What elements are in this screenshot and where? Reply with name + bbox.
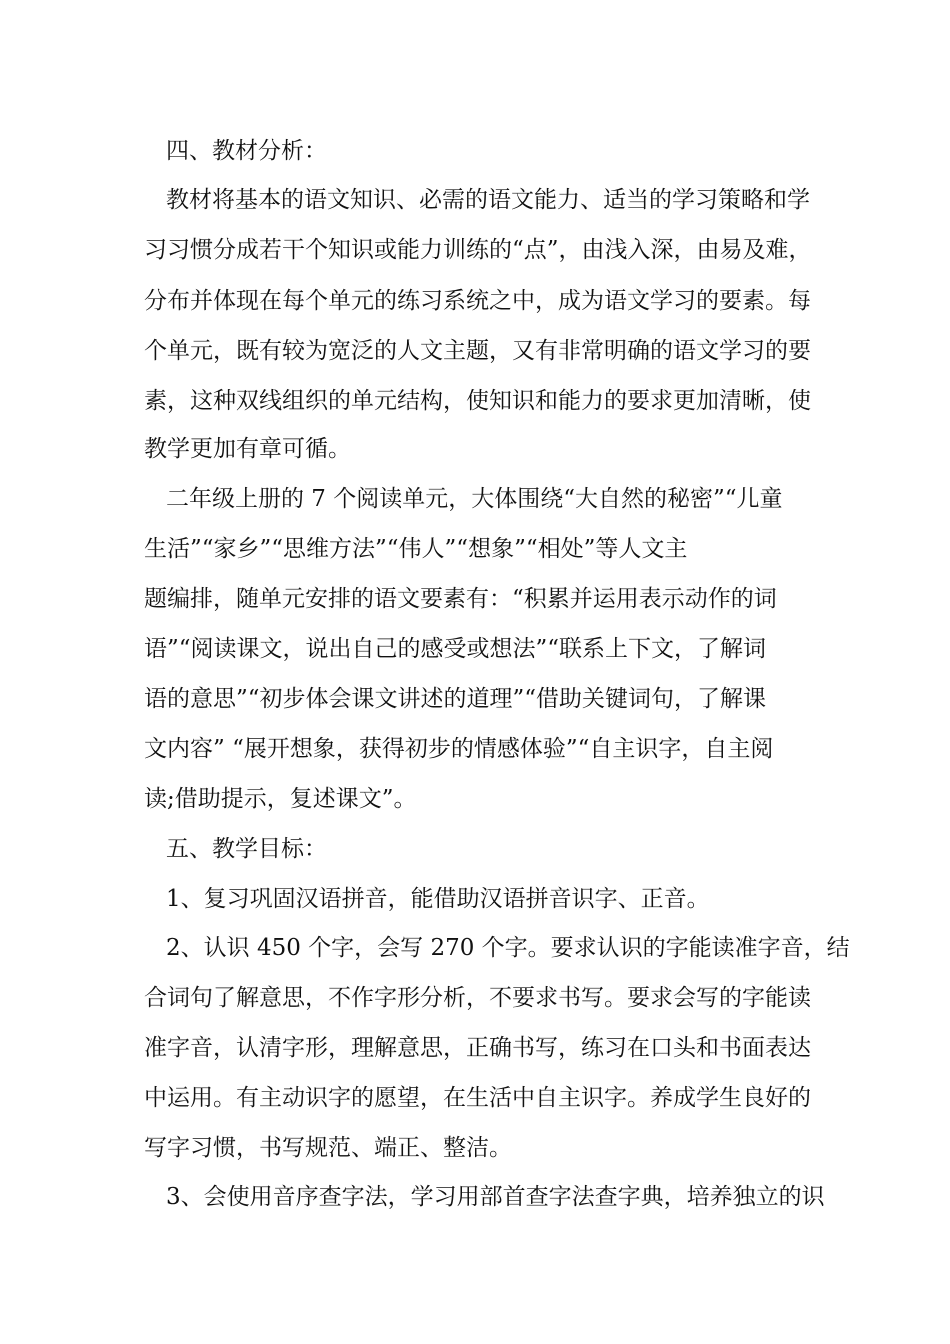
objective-line: 2、认识 450 个字，会写 270 个字。要求认识的字能读准字音，结	[166, 935, 850, 961]
paragraph-line: 素，这种双线组织的单元结构，使知识和能力的要求更加清晰，使	[144, 388, 811, 414]
paragraph-line: 生活”“家乡”“思维方法”“伟人”“想象”“相处”等人文主	[144, 536, 688, 562]
paragraph-line: 语”“阅读课文，说出自己的感受或想法”“联系上下文，了解词	[144, 636, 767, 662]
paragraph-line: 教学更加有章可循。	[144, 436, 351, 462]
objective-line: 合词句了解意思，不作字形分析，不要求书写。要求会写的字能读	[144, 985, 811, 1011]
paragraph-line: 分布并体现在每个单元的练习系统之中，成为语文学习的要素。每	[144, 288, 811, 314]
section-heading-teaching-objectives: 五、教学目标：	[166, 836, 327, 862]
paragraph-line: 文内容” “展开想象，获得初步的情感体验”“自主识字，自主阅	[144, 736, 774, 762]
paragraph-line: 二年级上册的 7 个阅读单元，大体围绕“大自然的秘密”“儿童	[166, 486, 783, 512]
section-heading-teaching-material-analysis: 四、教材分析：	[166, 138, 327, 164]
paragraph-line: 题编排，随单元安排的语文要素有：“积累并运用表示动作的词	[144, 586, 777, 612]
paragraph-line: 习习惯分成若干个知识或能力训练的“点”，由浅入深，由易及难，	[144, 237, 812, 263]
objective-line: 准字音，认清字形，理解意思，正确书写，练习在口头和书面表达	[144, 1035, 811, 1061]
objective-line: 1、复习巩固汉语拼音，能借助汉语拼音识字、正音。	[166, 886, 710, 912]
paragraph-line: 教材将基本的语文知识、必需的语文能力、适当的学习策略和学	[166, 187, 810, 213]
objective-line: 中运用。有主动识字的愿望，在生活中自主识字。养成学生良好的	[144, 1085, 811, 1111]
paragraph-line: 读;借助提示，复述课文”。	[144, 786, 417, 812]
paragraph-line: 个单元，既有较为宽泛的人文主题，又有非常明确的语文学习的要	[144, 338, 811, 364]
objective-line: 3、会使用音序查字法，学习用部首查字法查字典，培养独立的识	[166, 1184, 825, 1210]
objective-line: 写字习惯，书写规范、端正、整洁。	[144, 1135, 512, 1161]
paragraph-line: 语的意思”“初步体会课文讲述的道理”“借助关键词句，了解课	[144, 686, 767, 712]
